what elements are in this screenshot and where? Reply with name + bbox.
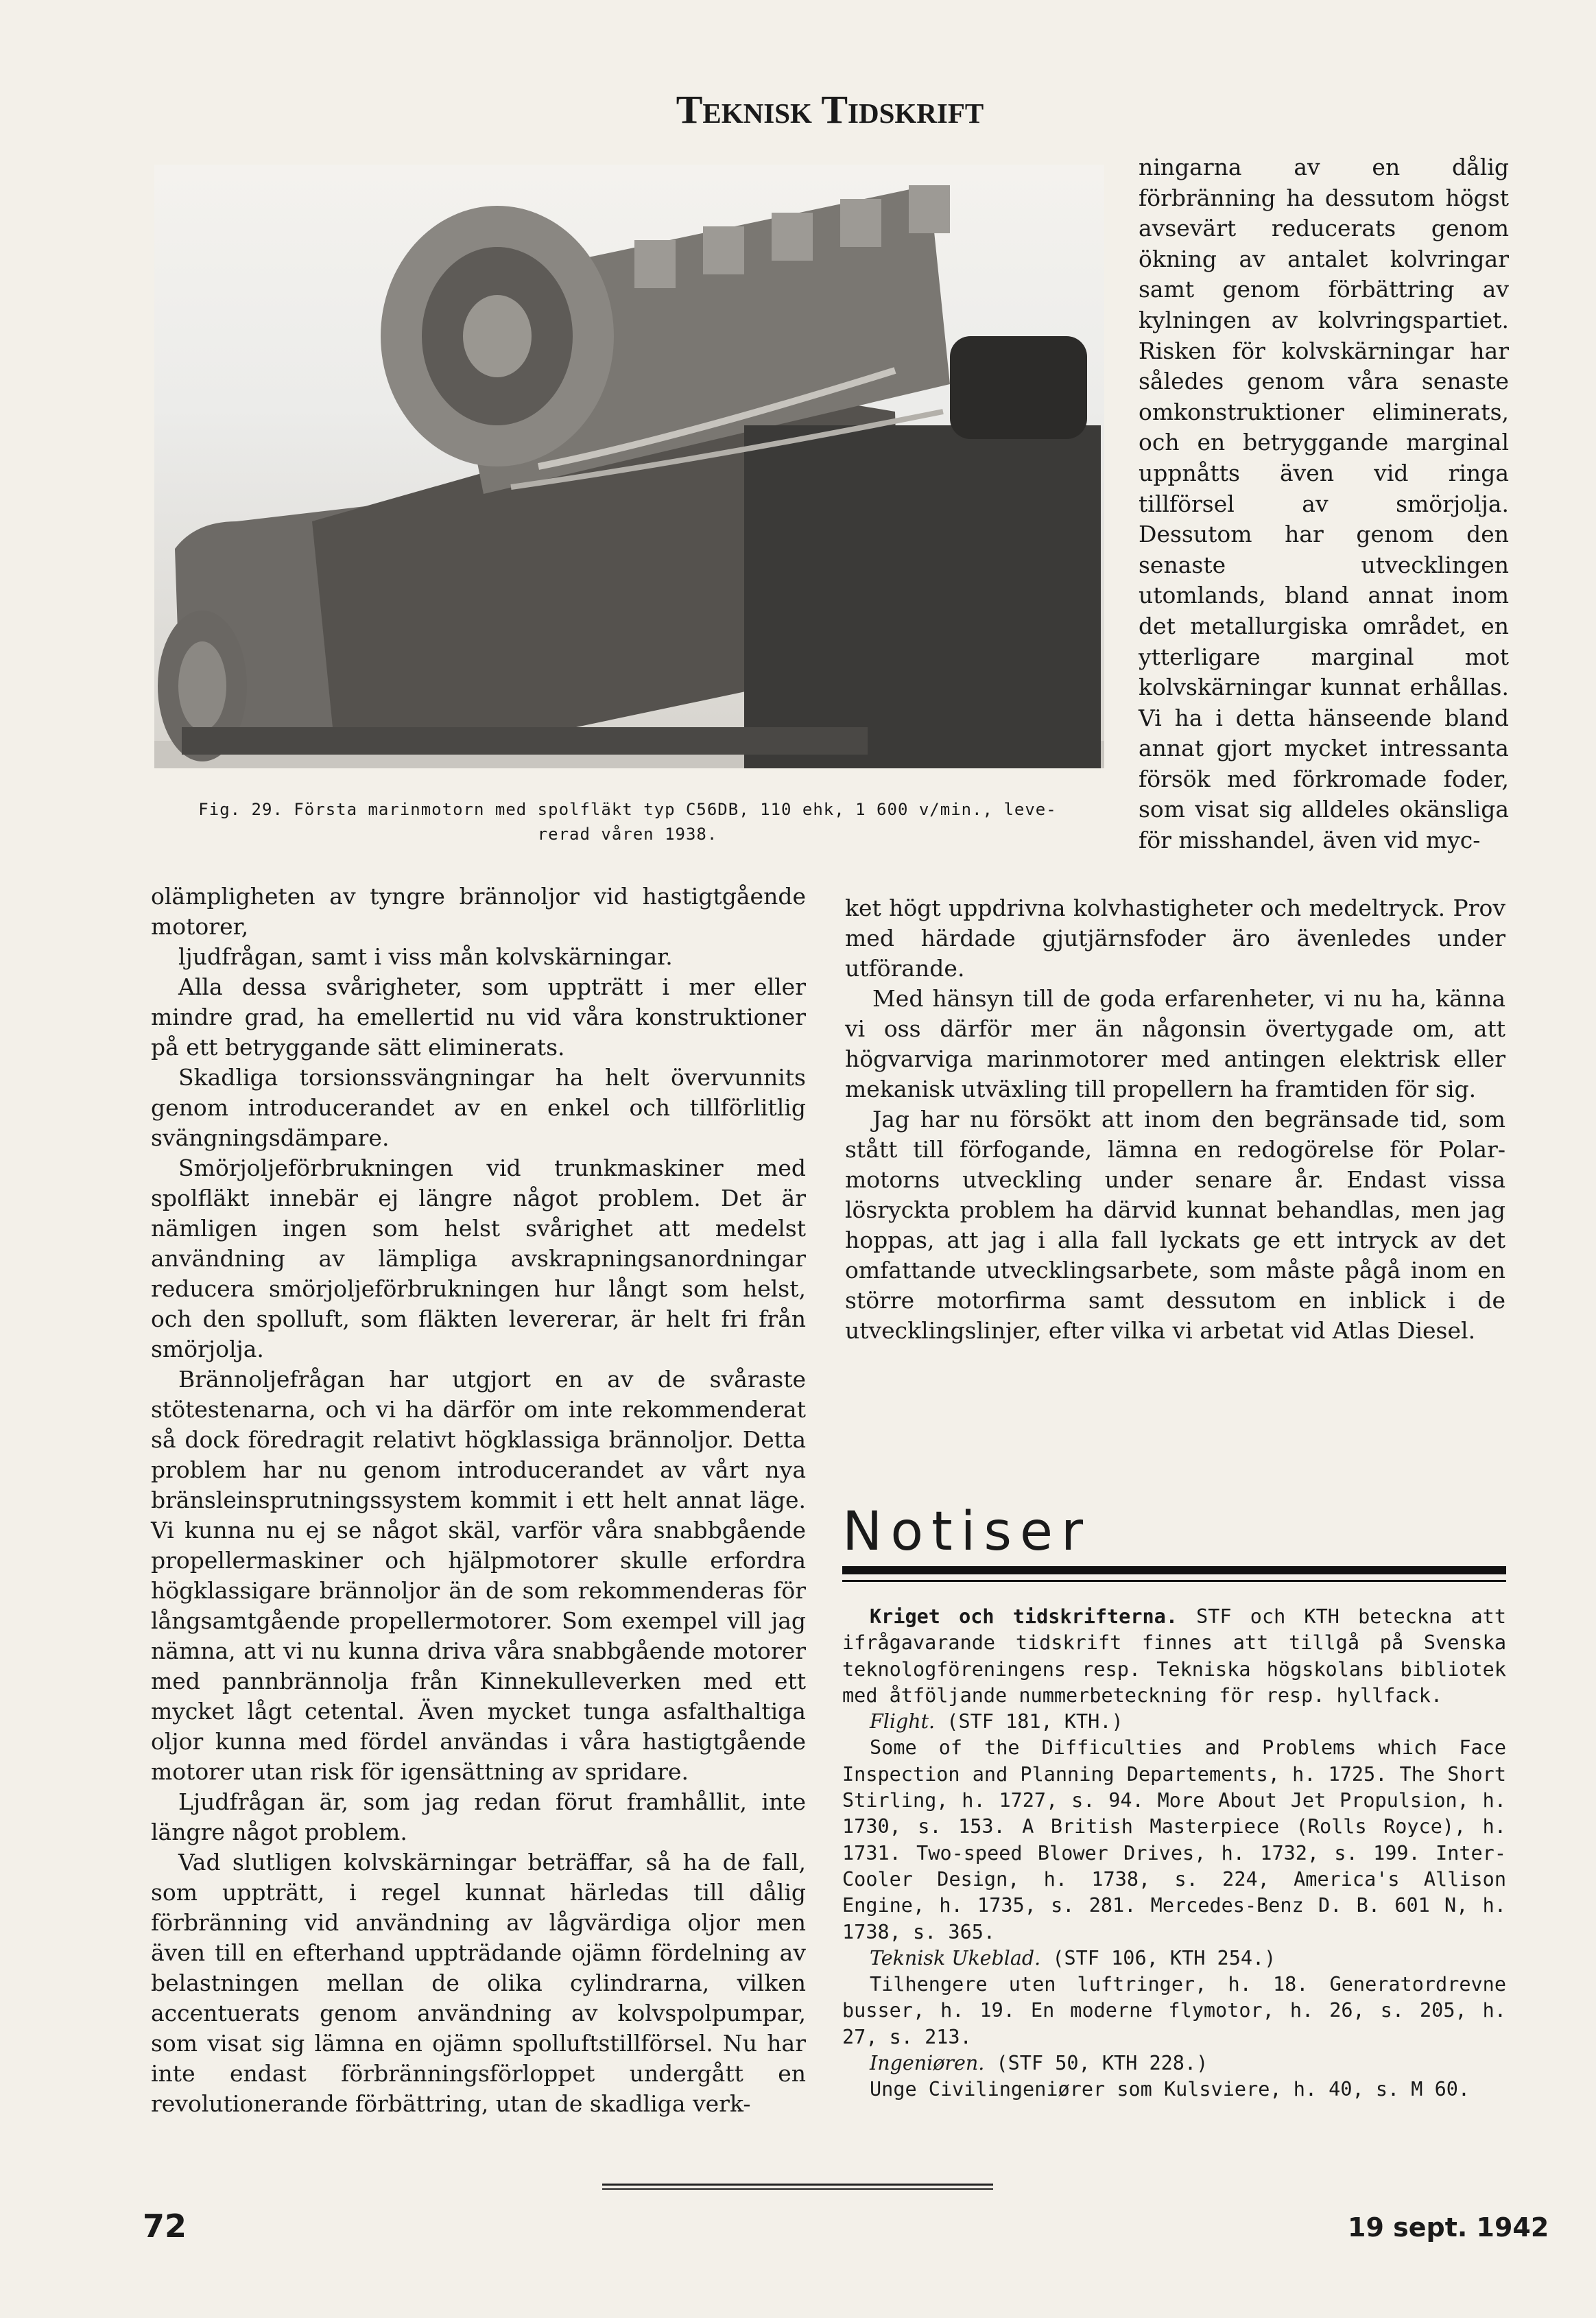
notice-flight-heading (842, 1709, 1506, 1735)
right-column-text (1139, 152, 1509, 856)
page-number: 72 (143, 2208, 187, 2245)
notice-lead-title: Kriget och tidskrifterna. (870, 1605, 1178, 1628)
journal-ref-ingenioren: (STF 50, KTH 228.) (984, 2052, 1208, 2075)
heading-rule-thick (842, 1566, 1506, 1574)
middle-column-text (845, 893, 1505, 1346)
notice-lead (842, 1604, 1506, 1709)
paragraph: ket högt uppdrivna kolvhastigheter och medeltryck. Prov med härdade gjutjärnsfoder äro ävenledes under utförande. (845, 895, 1505, 982)
footer-rule (602, 2184, 993, 2186)
left-column-text (151, 882, 806, 2119)
paragraph: Med hänsyn till de goda erfarenheter, vi nu ha, känna vi oss därför mer än någonsin övertygade om, att högvarviga marinmotorer med antingen elektrisk eller mekanisk utväxling till propellern ha framtiden för sig. (845, 985, 1505, 1102)
journal-title-flight: Flight. (870, 1710, 936, 1734)
notice-ing-text: Unge Civilingeniører som Kulsviere, h. 40, s. M 60. (870, 2078, 1470, 2101)
notice-tu-text: Tilhengere uten luftringer, h. 18. Generatordrevne busser, h. 19. En moderne flymotor, h. 26, s. 205, h. 27, s. 213. (842, 1973, 1506, 2048)
figure-caption (151, 797, 1104, 847)
paragraph: ningarna av en dålig förbränning ha dessutom högst avsevärt reducerats genom ökning av antalet kolvringar samt genom förbättring av kylningen av kolvringspartiet. Risken för kolvskärningar har således genom våra senaste omkonstruktioner eliminerats, och en betryggande marginal uppnåtts även vid ringa tillförsel av smörjolja. Dessutom har genom den senaste utvecklingen utomlands, bland annat inom det metallurgiska området, en ytterligare marginal mot kolvskärningar kunnat erhållas. Vi ha i detta hänseende bland annat gjort mycket intressanta försök med förkromade foder, som visat sig alldeles okänsliga för misshandel, även vid myc- (1139, 154, 1509, 854)
paragraph: Vad slutligen kolvskärningar beträffar, så ha de fall, som uppträtt, i regel kunnat härledas till dålig förbränning vid användning av lågvärdiga oljor men även till en efterhand uppträdande ojämn fördelning av belastningen mellan de olika cylindrarna, vilken accentuerats genom användning av kolvspolpumpar, som visat sig lämna en ojämn spolluftstillförsel. Nu har inte endast förbränningsförloppet undergått en revolutionerande förbättring, utan de skadliga verk- (151, 1849, 806, 2117)
notice-lead-text: STF och KTH beteckna att ifrågavarande tidskrift finnes att tillgå på Svenska teknologföreningens resp. Tekniska högskolans bibliotek med åtföljande nummerbeteckning för resp. hyllfack. (842, 1605, 1506, 1707)
engine-photo (154, 165, 1104, 768)
paragraph: Skadliga torsionssvängningar ha helt övervunnits genom introducerandet av en enkel och tillförlitlig svängningsdämpare. (151, 1064, 806, 1151)
journal-title-ingenioren: Ingeniøren. (870, 2052, 985, 2075)
notice-flight-text: Some of the Difficulties and Problems which Face Inspection and Planning Departements, h. 1725. The Short Stirling, h. 1727, s. 94. More About Jet Propulsion, h. 1730, s. 153. A British Masterpiece (Rolls Royce), h. 1731. Two-speed Blower Drives, h. 1732, s. 199. Inter-Cooler Design, h. 1738, s. 224, America's Allison Engine, h. 1735, s. 281. Mercedes-Benz D. B. 601 N, h. 1738, s. 365. (842, 1736, 1506, 1943)
journal-ref-flight: (STF 181, KTH.) (935, 1710, 1123, 1734)
issue-date: 19 sept. 1942 (1348, 2212, 1549, 2243)
paragraph: Alla dessa svårigheter, som uppträtt i mer eller mindre grad, ha emellertid nu vid våra konstruktioner på ett betryggande sätt eliminerats. (151, 973, 806, 1061)
paragraph: Ljudfrågan är, som jag redan förut framhållit, inte längre något problem. (151, 1788, 806, 1845)
notice-tu-heading (842, 1946, 1506, 1972)
caption-line-2: rerad våren 1938. (537, 825, 718, 844)
paragraph: Jag har nu försökt att inom den begränsade tid, som stått till förfogande, lämna en redogörelse för Polar-motorns utveckling under senare år. Endast vissa lösryckta problem ha därvid kunnat behandlas, men jag hoppas, att jag i alla fall lyckats ge ett intryck av det omfattande utvecklingsarbete, som måste pågå inom en större motorfirma samt dessutom en inblick i de utvecklingslinjer, efter vilka vi arbetat vid Atlas Diesel. (845, 1106, 1505, 1344)
notice-ing-heading (842, 2050, 1506, 2077)
paragraph: olämpligheten av tyngre brännoljor vid hastigtgående motorer, (151, 883, 806, 940)
notiser-body (842, 1604, 1506, 2103)
footer-rule (602, 2188, 993, 2190)
masthead: Teknisk Tidskrift (676, 87, 984, 132)
notiser-heading: Notiser (842, 1501, 1092, 1563)
paragraph: Brännoljefrågan har utgjort en av de svåraste stötestenarna, och vi ha därför om inte rekommenderat så dock föredragit relativt högklassiga brännoljor. Detta problem har nu genom introducerandet av vårt nya bränsleinsprutningssystem kommit i ett helt annat läge. Vi kunna nu ej se något skäl, varför våra snabbgående propellermaskiner och hjälpmotorer skulle erfordra högklassigare brännoljor än de som rekommenderas för långsamtgående propellermotorer. Som exempel vill jag nämna, att vi nu kunna driva våra snabbgående motorer med pannbrännolja från Kinnekulleverken med ett mycket lågt cetental. Även mycket tunga asfalthaltiga oljor kunna med fördel användas i våra hastigtgående motorer utan risk för igensättning av spridare. (151, 1366, 806, 1785)
caption-line-1: Fig. 29. Första marinmotorn med spolfläkt typ C56DB, 110 ehk, 1 600 v/min., leve- (198, 800, 1057, 819)
paragraph: ljudfrågan, samt i viss mån kolvskärningar. (178, 943, 673, 970)
journal-title-teknisk-ukeblad: Teknisk Ukeblad. (870, 1946, 1041, 1970)
paragraph: Smörjoljeförbrukningen vid trunkmaskiner med spolfläkt innebär ej längre något problem. Det är nämligen ingen som helst svårighet att medelst användning av lämpliga avskrapningsanordningar reducera smörjoljeförbrukningen hur långt som helst, och den spolluft, som fläkten levererar, är helt fri från smörjolja. (151, 1155, 806, 1362)
heading-rule-thin (842, 1580, 1506, 1582)
journal-ref-teknisk-ukeblad: (STF 106, KTH 254.) (1040, 1946, 1276, 1970)
